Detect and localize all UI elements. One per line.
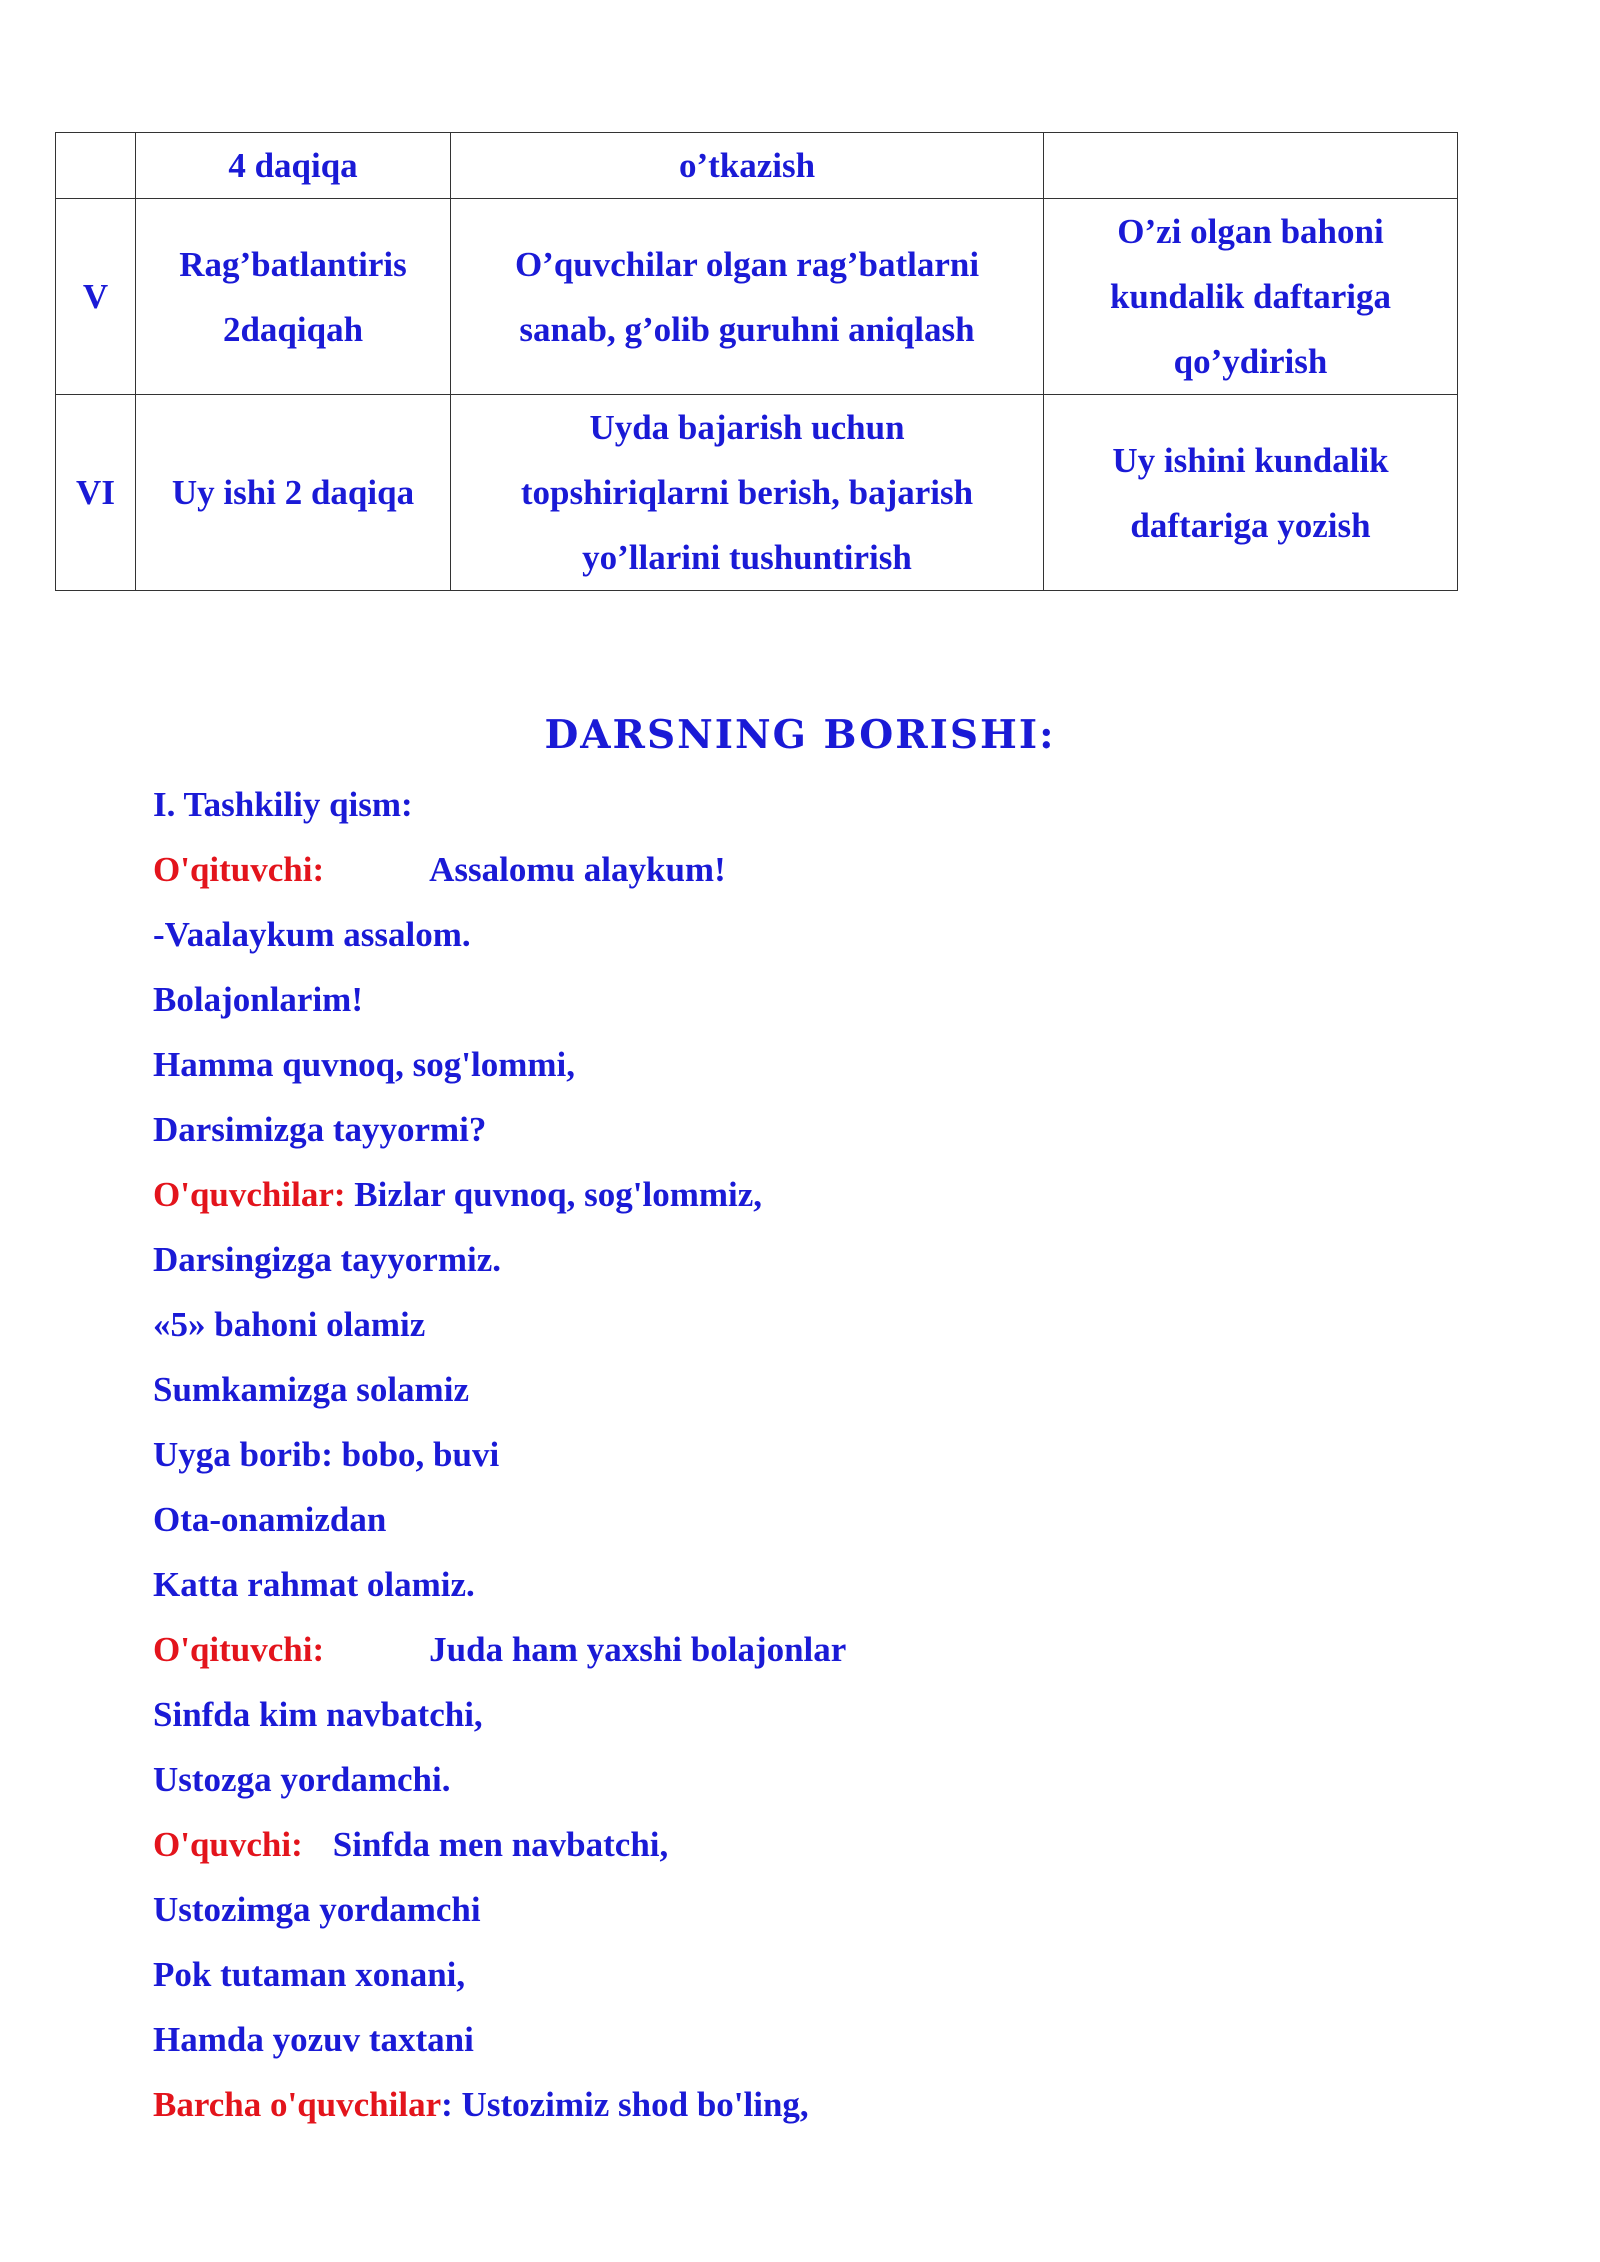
table-row: [56, 199, 1458, 395]
line-text: Sinfda men navbatchi,: [332, 1825, 669, 1864]
stage-number-cell: VI: [56, 395, 136, 591]
cell-line: sanab, g’olib guruhni aniqlash: [519, 309, 975, 349]
line-text: Juda ham yaxshi bolajonlar: [429, 1630, 847, 1669]
cell-line: Uyda bajarish uchun: [589, 408, 905, 447]
speaker-label: O'qituvchi:: [153, 1630, 325, 1669]
speaker-label: Barcha o'quvchilar: [153, 2085, 442, 2124]
activity-cell: [451, 199, 1044, 395]
speaker-label: O'qituvchi:: [153, 850, 325, 889]
line-text: Bizlar quvnoq, sog'lommiz,: [345, 1175, 763, 1214]
text-line: «5» bahoni olamiz: [153, 1305, 426, 1344]
time-cell: 4 daqiqa: [136, 133, 451, 199]
cell-line: qo’ydirish: [1173, 342, 1328, 381]
result-cell: [1044, 133, 1458, 199]
cell-line: O’zi olgan bahoni: [1117, 212, 1384, 251]
result-cell: [1044, 395, 1458, 591]
text-line: Ustozimga yordamchi: [153, 1890, 481, 1929]
stage-number-cell: [56, 133, 136, 199]
section-heading: DARSNING BORISHI:: [544, 712, 1056, 758]
text-line: Sinfda kim navbatchi,: [153, 1695, 483, 1734]
cell-line: yo’llarini tushuntirish: [582, 538, 912, 577]
text-line: [153, 1617, 1453, 1682]
text-line: [153, 837, 1453, 902]
text-line: [153, 2072, 1453, 2137]
text-line: Pok tutaman xonani,: [153, 1955, 466, 1994]
time-cell: [136, 199, 451, 395]
text-line: [153, 1812, 1453, 1877]
text-line: -Vaalaykum assalom.: [153, 915, 471, 954]
cell-line: Uy ishini kundalik: [1112, 440, 1389, 480]
lesson-plan-table: [55, 132, 1458, 591]
dialogue-text: [153, 772, 1453, 2137]
cell-line: Rag’batlantiris: [179, 244, 407, 284]
speaker-label: O'quvchilar:: [153, 1175, 346, 1214]
text-line: Ota-onamizdan: [153, 1500, 387, 1539]
result-cell: [1044, 199, 1458, 395]
stage-number-cell: V: [56, 199, 136, 395]
cell-line: daftariga yozish: [1130, 505, 1371, 545]
speaker-label: O'quvchi:: [153, 1825, 303, 1864]
text-line: [153, 1162, 1453, 1227]
activity-cell: [451, 395, 1044, 591]
cell-line: O’quvchilar olgan rag’batlarni: [514, 244, 980, 284]
cell-line: kundalik daftariga: [1109, 277, 1392, 316]
line-text: Assalomu alaykum!: [429, 850, 726, 889]
cell-line: 2daqiqah: [222, 309, 364, 349]
text-line: Katta rahmat olamiz.: [153, 1565, 475, 1604]
text-line: Darsimizga tayyormi?: [153, 1110, 487, 1149]
line-text: : Ustozimiz shod bo'ling,: [441, 2085, 809, 2124]
text-line: Hamda yozuv taxtani: [153, 2020, 474, 2059]
table-row: [56, 133, 1458, 199]
text-line: Uyga borib: bobo, buvi: [153, 1435, 500, 1474]
time-cell: Uy ishi 2 daqiqa: [136, 395, 451, 591]
cell-line: topshiriqlarni berish, bajarish: [520, 473, 974, 512]
text-line: Hamma quvnoq, sog'lommi,: [153, 1045, 575, 1084]
text-line: Sumkamizga solamiz: [153, 1370, 469, 1409]
text-line: Bolajonlarim!: [153, 980, 363, 1019]
table-row: [56, 395, 1458, 591]
activity-cell: o’tkazish: [451, 133, 1044, 199]
text-line: Darsingizga tayyormiz.: [153, 1240, 501, 1279]
text-line: Ustozga yordamchi.: [153, 1760, 451, 1799]
text-line: I. Tashkiliy qism:: [153, 785, 413, 824]
